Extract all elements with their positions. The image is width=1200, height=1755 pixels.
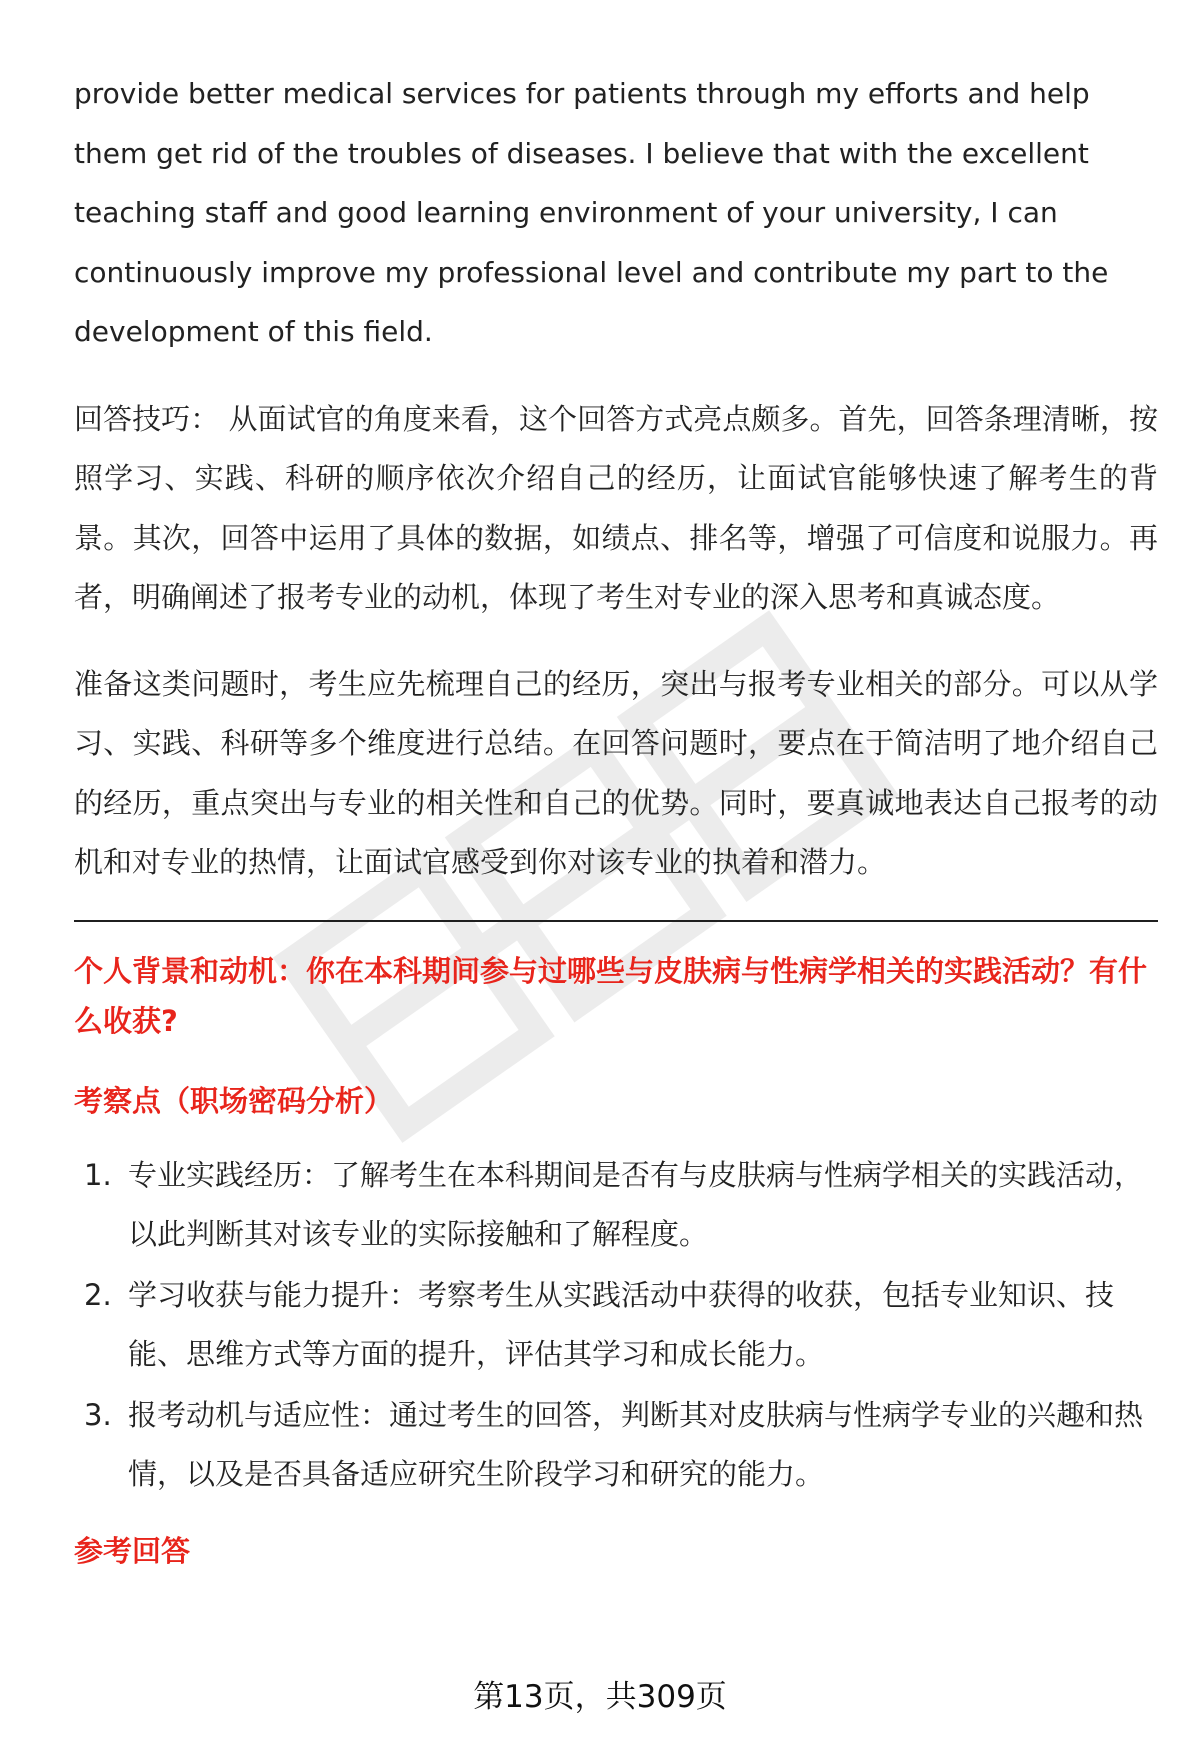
section-divider (74, 920, 1158, 922)
list-item-number: 2. (84, 1277, 112, 1312)
list-item (74, 1146, 1158, 1264)
list-item-text: 报考动机与适应性：通过考生的回答，判断其对皮肤病与性病学专业的兴趣和热情，以及是否具备适应研究生阶段学习和研究的能力。 (128, 1397, 1144, 1491)
list-item (74, 1266, 1158, 1384)
examination-points-heading: 考察点（职场密码分析） (74, 1083, 394, 1118)
answer-tips-paragraph: 回答技巧： 从面试官的角度来看，这个回答方式亮点颇多。首先，回答条理清晰，按照学习、实践、科研的顺序依次介绍自己的经历，让面试官能够快速了解考生的背景。其次，回答中运用了具体的数据，如绩点、排名等，增强了可信度和说服力。再者，明确阐述了报考专业的动机，体现了考生对专业的深入思考和真诚态度。 (74, 401, 1158, 614)
reference-answer-heading: 参考回答 (74, 1533, 191, 1568)
preparation-paragraph: 准备这类问题时，考生应先梳理自己的经历，突出与报考专业相关的部分。可以从学习、实践、科研等多个维度进行总结。在回答问题时，要点在于简洁明了地介绍自己的经历，重点突出与专业的相关性和自己的优势。同时，要真诚地表达自己报考的动机和对专业的热情，让面试官感受到你对该专业的执着和潜力。 (74, 666, 1158, 879)
list-item-number: 3. (84, 1397, 112, 1432)
page-number-footer: 第13页，共309页 (473, 1679, 727, 1715)
english-answer-paragraph: provide better medical services for patients through my efforts and help them get rid of the troubles of diseases. I believe that with the excellent teaching staff and good learning environment of your university, I can continuously improve my professional level and contribute my part to the development of this field. (74, 77, 1109, 348)
list-item-text: 学习收获与能力提升：考察考生从实践活动中获得的收获，包括专业知识、技能、思维方式等方面的提升，评估其学习和成长能力。 (128, 1277, 1115, 1371)
list-item-number: 1. (84, 1157, 112, 1192)
list-item (74, 1386, 1158, 1504)
content-area (74, 64, 1158, 1576)
examination-points-list (74, 1146, 1158, 1504)
list-item-text: 专业实践经历：了解考生在本科期间是否有与皮肤病与性病学相关的实践活动，以此判断其对该专业的实际接触和了解程度。 (128, 1157, 1144, 1251)
question-heading: 个人背景和动机：你在本科期间参与过哪些与皮肤病与性病学相关的实践活动？有什么收获? (74, 953, 1148, 1038)
